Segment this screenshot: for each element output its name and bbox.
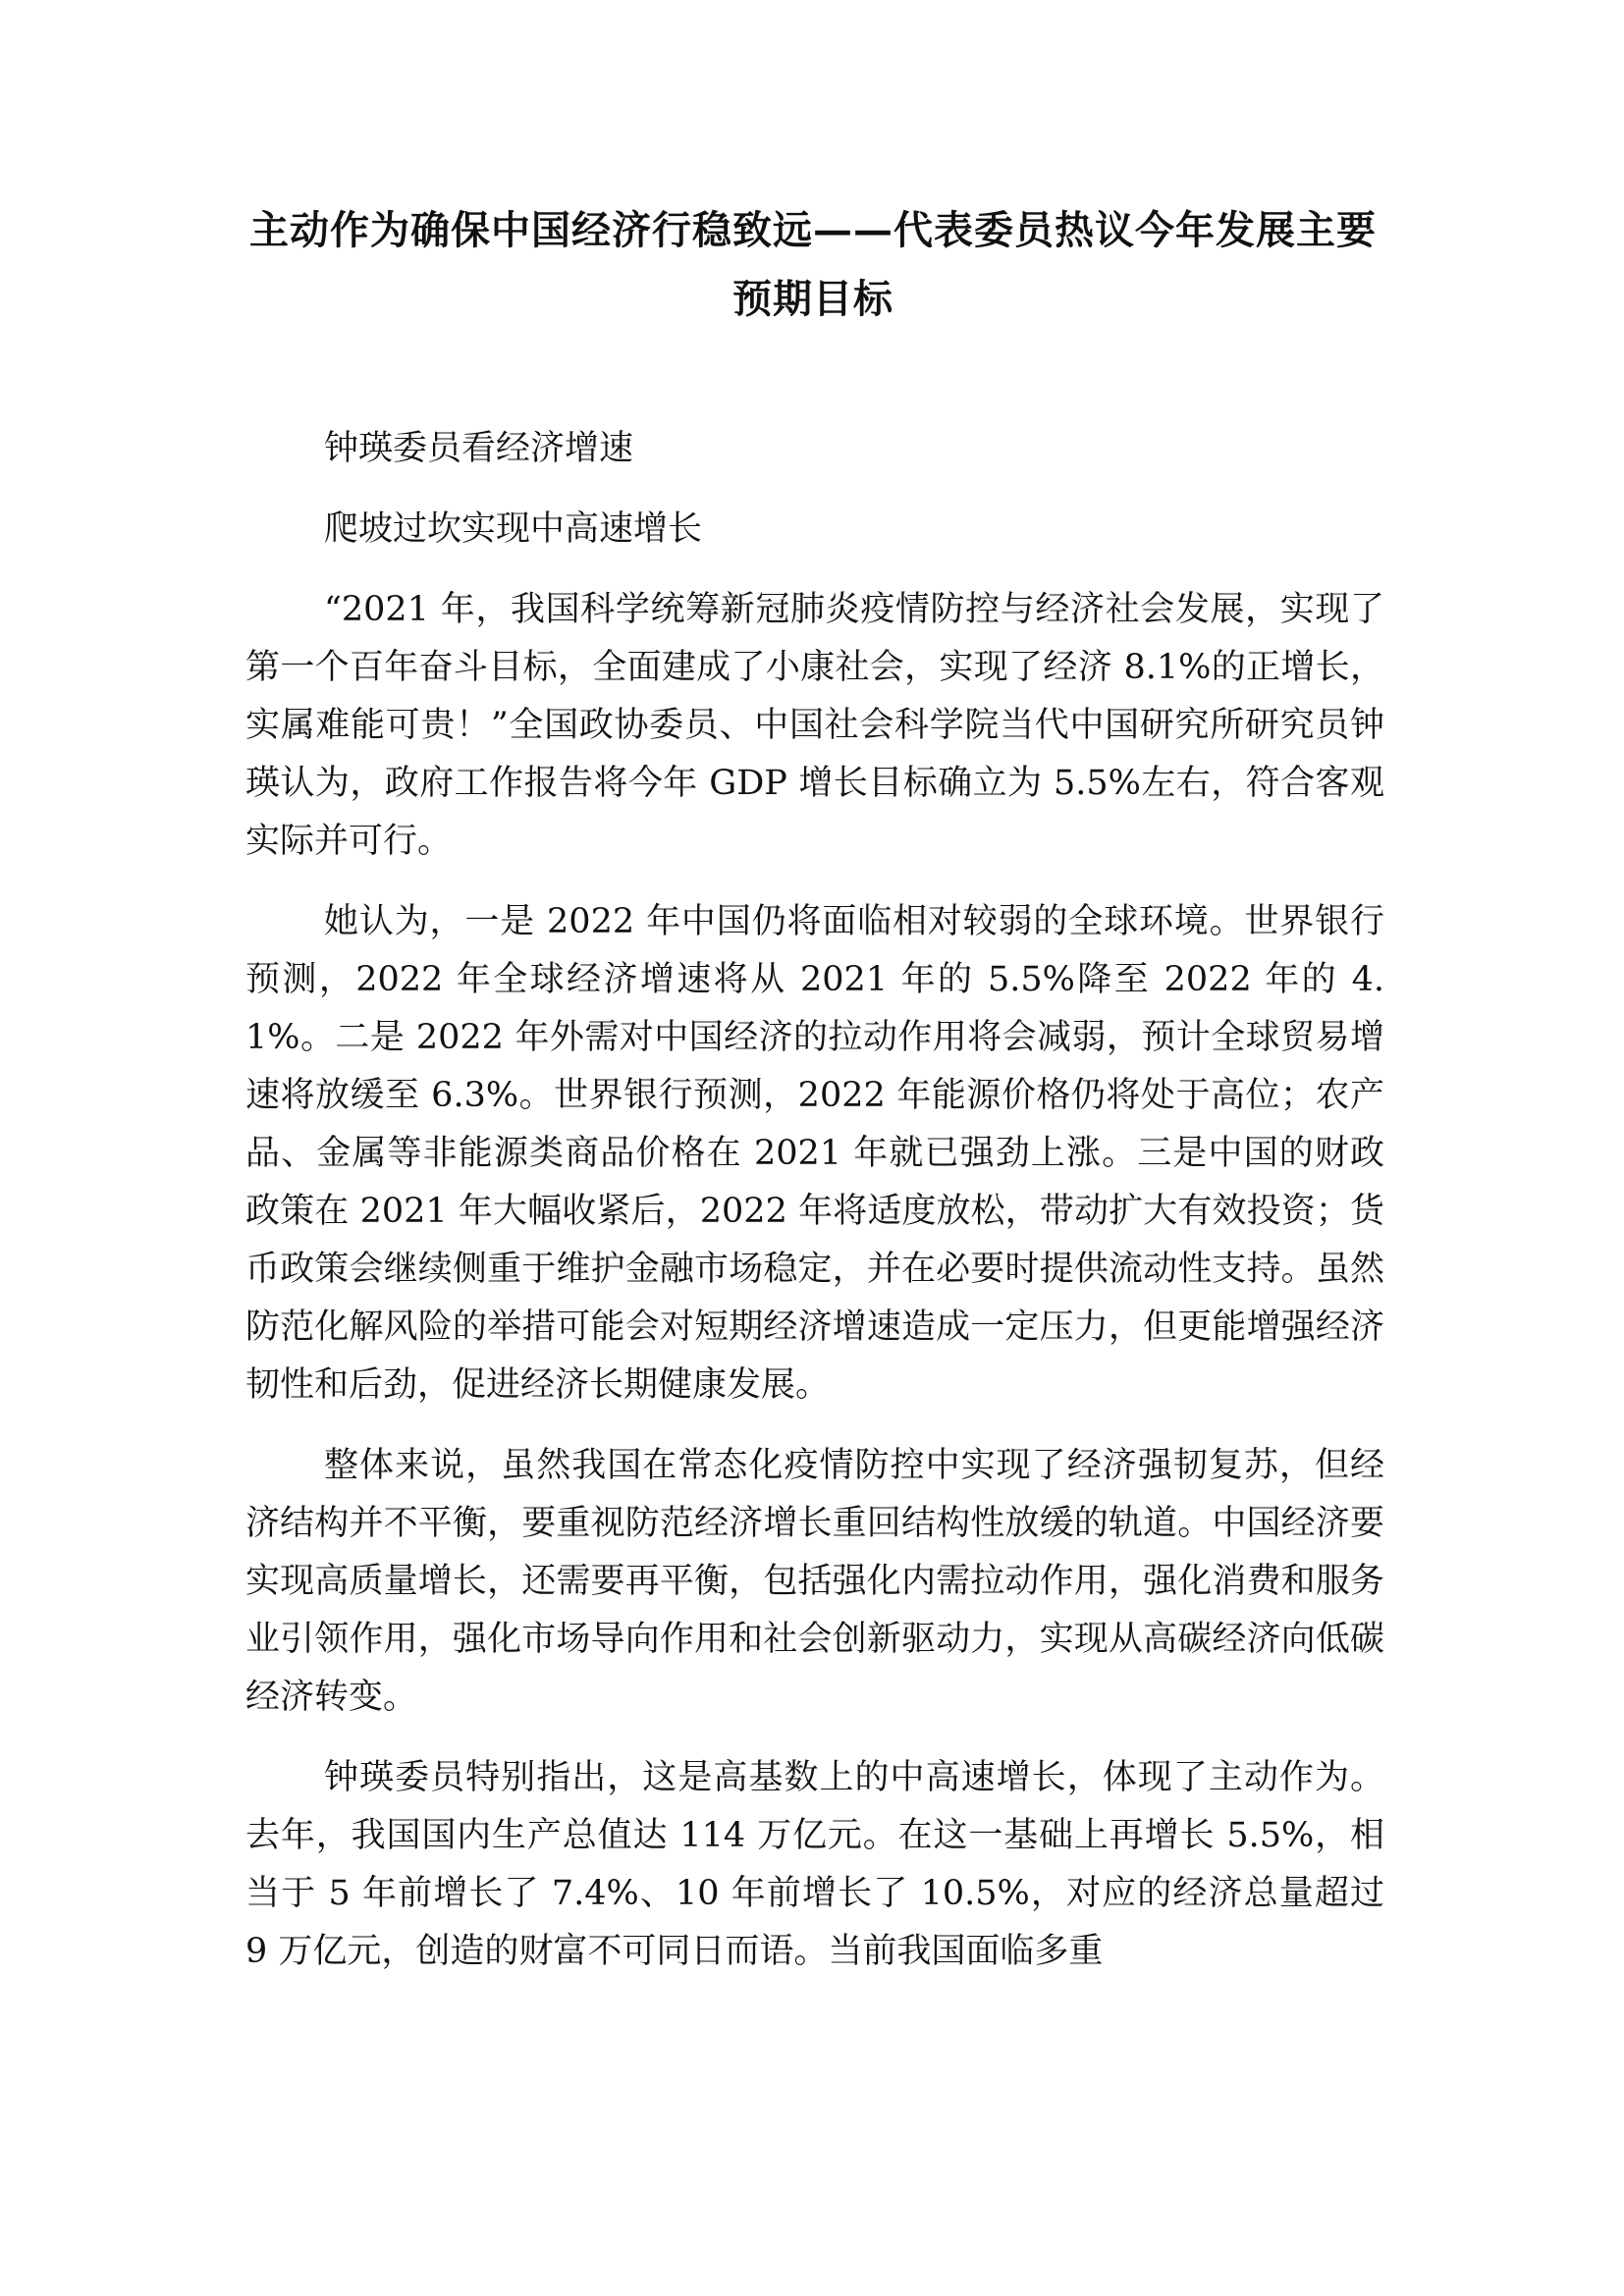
page-title: 主动作为确保中国经济行稳致远——代表委员热议今年发展主要预期目标 bbox=[249, 207, 1377, 322]
article-body bbox=[245, 420, 1384, 2003]
paragraph-1: “2021 年，我国科学统筹新冠肺炎疫情防控与经济社会发展，实现了第一个百年奋斗目标，全面建成了小康社会，实现了经济 8.1%的正增长，实属难能可贵！”全国政协委员、中国社会科学院当代中国研究所研究员钟瑛认为，政府工作报告将今年 GDP 增长目标确立为 5.5%左右，符合客观实际并可行。 bbox=[245, 590, 1384, 861]
subheading-2: 爬坡过坎实现中高速增长 bbox=[324, 509, 703, 549]
subheading-1: 钟瑛委员看经济增速 bbox=[324, 429, 634, 468]
paragraph-2: 她认为，一是 2022 年中国仍将面临相对较弱的全球环境。世界银行预测，2022 年全球经济增速将从 2021 年的 5.5%降至 2022 年的 4.1%。二是 2022 年外需对中国经济的拉动作用将会减弱，预计全球贸易增速将放缓至 6.3%。世界银行预测，2022 年能源价格仍将处于高位；农产品、金属等非能源类商品价格在 2021 年就已强劲上涨。三是中国的财政政策在 2021 年大幅收紧后，2022 年将适度放松，带动扩大有效投资；货币政策会继续侧重于维护金融市场稳定，并在必要时提供流动性支持。虽然防范化解风险的举措可能会对短期经济增速造成一定压力，但更能增强经济韧性和后劲，促进经济长期健康发展。 bbox=[245, 902, 1384, 1405]
paragraph-3: 整体来说，虽然我国在常态化疫情防控中实现了经济强韧复苏，但经济结构并不平衡，要重视防范经济增长重回结构性放缓的轨道。中国经济要实现高质量增长，还需要再平衡，包括强化内需拉动作用，强化消费和服务业引领作用，强化市场导向作用和社会创新驱动力，实现从高碳经济向低碳经济转变。 bbox=[245, 1446, 1384, 1717]
paragraph-4: 钟瑛委员特别指出，这是高基数上的中高速增长，体现了主动作为。去年，我国国内生产总值达 114 万亿元。在这一基础上再增长 5.5%，相当于 5 年前增长了 7.4%、10 年前增长了 10.5%，对应的经济总量超过 9 万亿元，创造的财富不可同日而语。当前我国面临多重 bbox=[245, 1758, 1384, 1971]
